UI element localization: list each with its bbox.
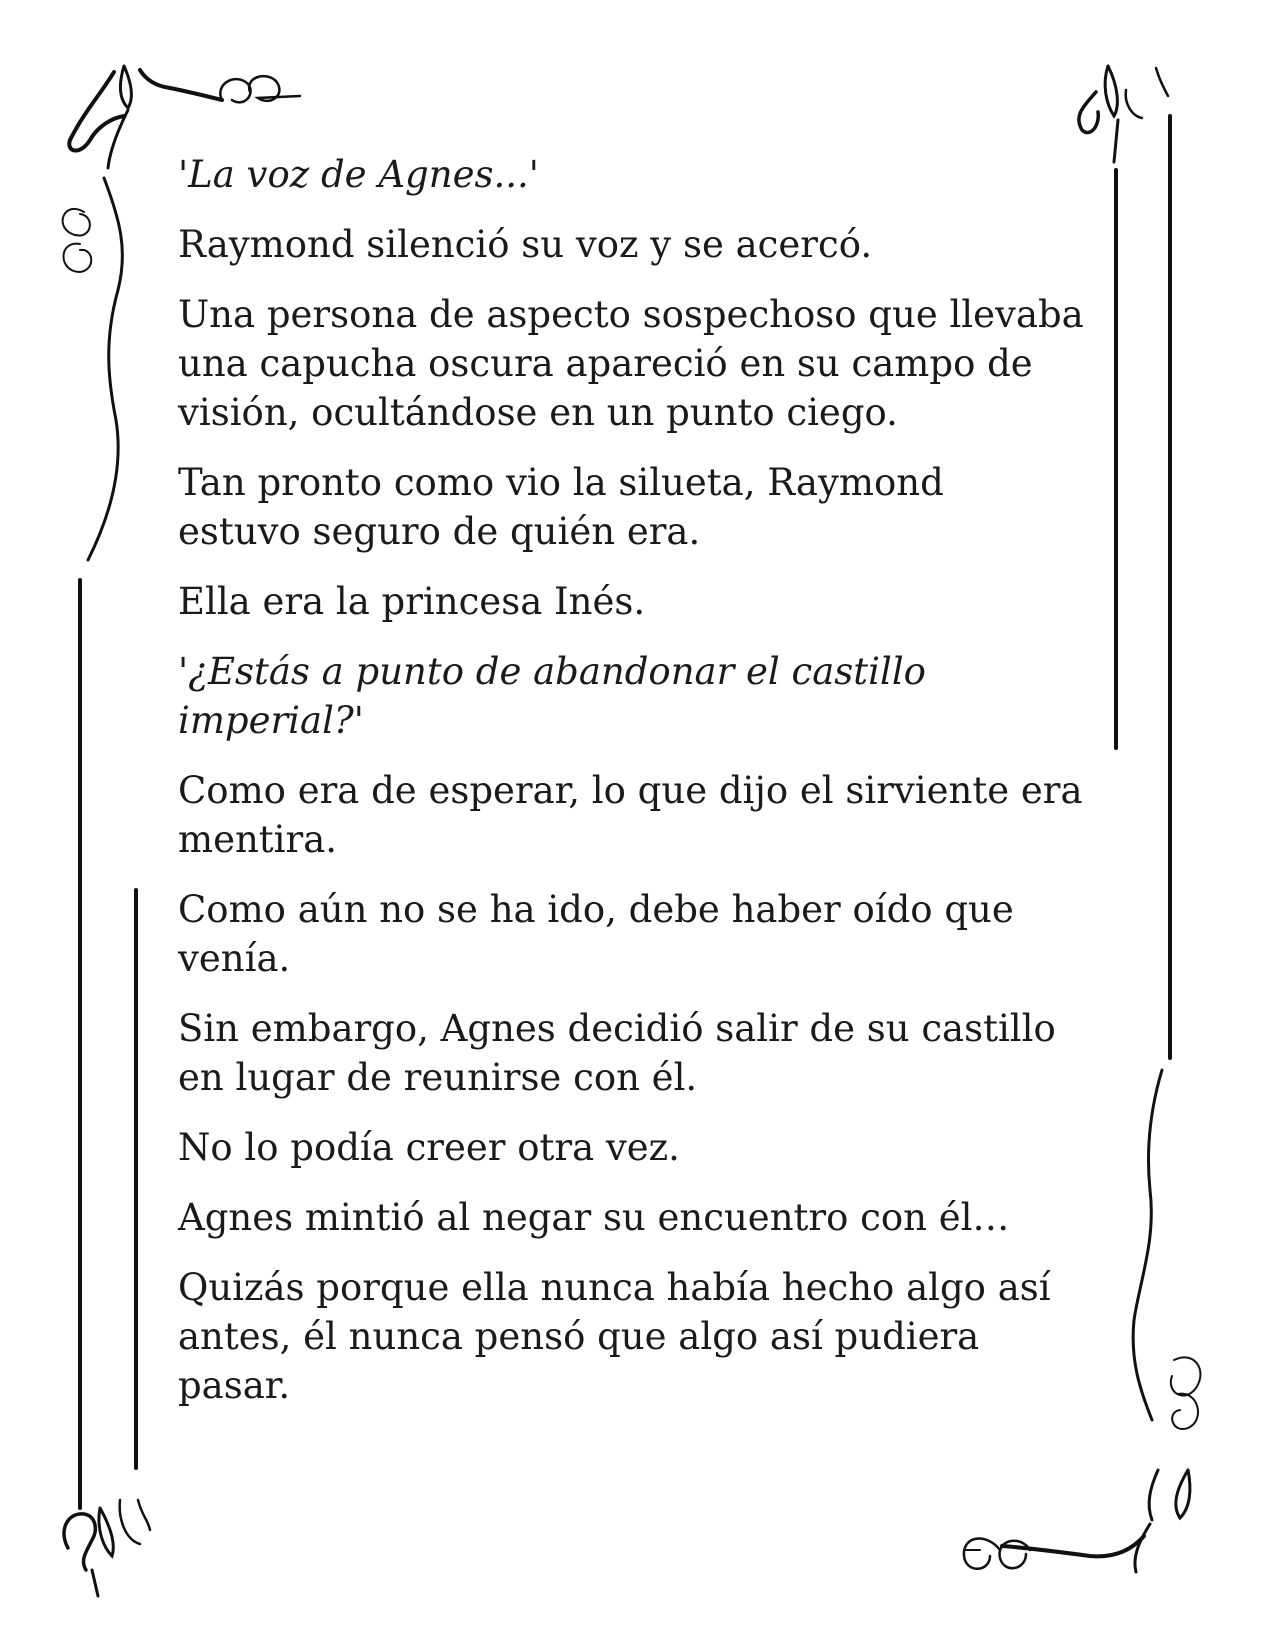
paragraph: Tan pronto como vio la silueta, Raymond estuvo seguro de quién era. <box>178 461 944 553</box>
paragraph: Como era de esperar, lo que dijo el sirviente era mentira. <box>178 769 1083 861</box>
paragraph: Agnes mintió al negar su encuentro con él… <box>178 1196 1010 1239</box>
bottom-left-flourish-icon <box>64 1500 150 1596</box>
top-right-flourish-icon <box>1079 66 1168 162</box>
paragraph: Quizás porque ella nunca había hecho algo así antes, él nunca pensó que algo así pudiera pasar. <box>178 1266 1051 1407</box>
paragraph: 'La voz de Agnes...' <box>178 153 539 196</box>
paragraph: '¿Estás a punto de abandonar el castillo imperial?' <box>178 650 926 742</box>
page-text <box>178 150 1108 1431</box>
paragraph: Ella era la princesa Inés. <box>178 580 646 623</box>
paragraph: Como aún no se ha ido, debe haber oído que venía. <box>178 888 1014 980</box>
paragraph: No lo podía creer otra vez. <box>178 1126 680 1169</box>
paragraph: Raymond silenció su voz y se acercó. <box>178 223 873 266</box>
paragraph: Una persona de aspecto sospechoso que llevaba una capucha oscura apareció en su campo de visión, ocultándose en un punto ciego. <box>178 293 1084 434</box>
paragraph: Sin embargo, Agnes decidió salir de su castillo en lugar de reunirse con él. <box>178 1007 1056 1099</box>
